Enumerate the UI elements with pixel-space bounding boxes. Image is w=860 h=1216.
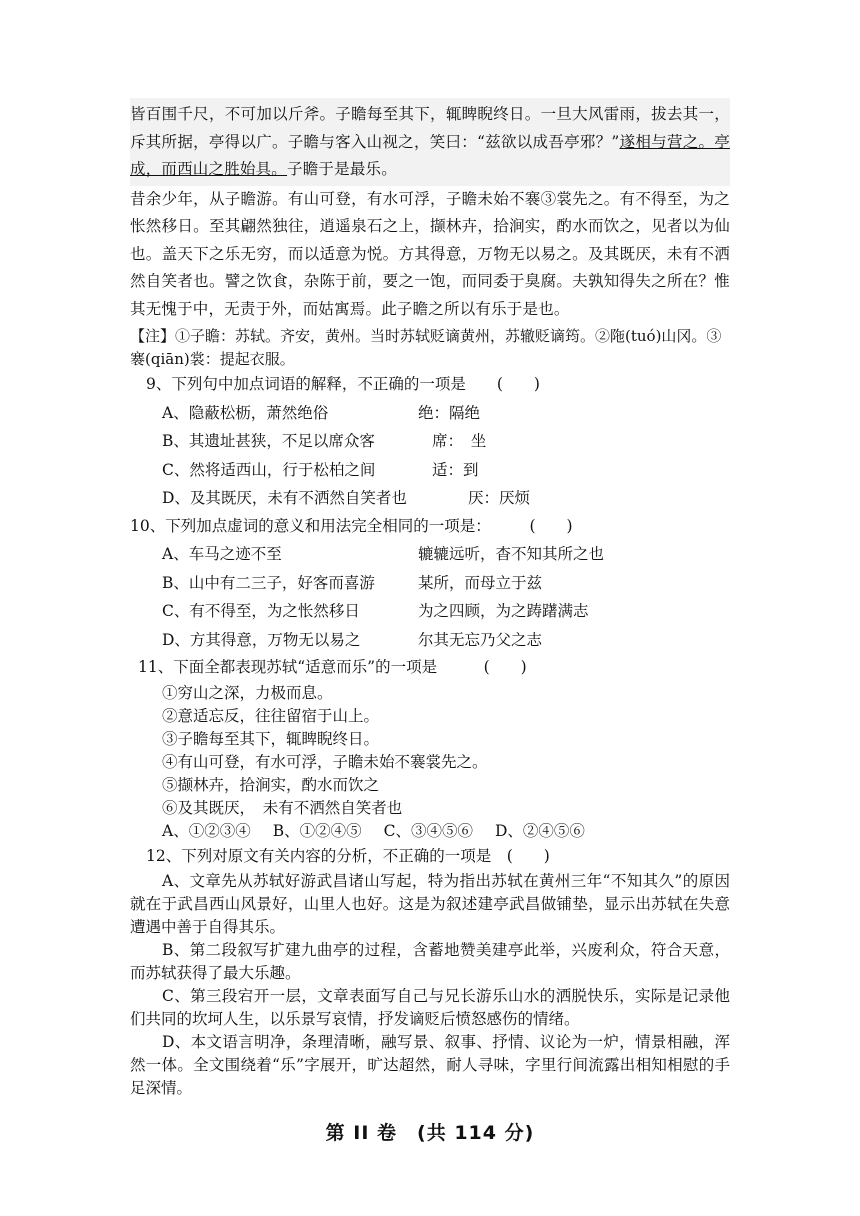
passage-paragraph-1 [130, 98, 730, 186]
q9-option-c: C、然将适西山，行于松柏之间 适：到 [162, 460, 479, 479]
q11-item: ①穷山之深，力极而息。 [162, 683, 333, 702]
passage-text: 皆百围千尺，不可加以斤斧。子瞻每至其下，辄睥睨终日。一旦大风雷雨，拔去其一，斥其所据，亭得以广。子瞻与客入山视之，笑曰：“兹欲以成吾亭邪？” [130, 105, 730, 151]
q12-option-b: B、第二段叙写扩建九曲亭的过程，含蓄地赞美建亭此举，兴废利众，符合天意，而苏轼获得了最大乐趣。 [130, 941, 730, 982]
underlined-sentence: 遂相与营之。亭成，而西山之胜始具。 [130, 132, 730, 178]
q11-choices: A、①②③④ B、①②④⑤ C、③④⑤⑥ D、②④⑤⑥ [162, 821, 585, 840]
q12-option-d: D、本文语言明净，条理清晰，融写景、叙事、抒情、议论为一炉，情景相融，浑然一体。全文围绕着“乐”字展开，旷达超然，耐人寻味，字里行间流露出相知相慰的手足深情。 [130, 1033, 730, 1097]
q10-option-c: C、有不得至，为之怅然移日 为之四顾，为之踌躇满志 [162, 602, 589, 620]
question-12-stem: 12、下列对原文有关内容的分析，不正确的一项是 ( ) [146, 846, 550, 865]
annotation-note: 【注】①子瞻：苏轼。齐安，黄州。当时苏轼贬谪黄州，苏辙贬谪筠。②陁(tuó)山冈。③褰(qiān)裳：提起衣服。 [130, 327, 722, 368]
q10-option-b: B、山中有二三子，好客而喜游 某所，而母立于兹 [162, 573, 543, 592]
q9-option-a: A、隐蔽松枥，萧然绝俗 绝：隔绝 [162, 403, 481, 422]
question-10-stem: 10、下列加点虚词的意义和用法完全相同的一项是： ( ) [130, 516, 573, 535]
q12-option-c: C、第三段宕开一层，文章表面写自己与兄长游乐山水的洒脱快乐，实际是记录他们共同的坎坷人生，以乐景写哀情，抒发谪贬后愤怒感伤的情绪。 [130, 987, 730, 1028]
q12-option-a: A、文章先从苏轼好游武昌诸山写起，特为指出苏轼在黄州三年“不知其久”的原因就在于武昌西山风景好，山里人也好。这是为叙述建亭武昌做铺垫，显示出苏轼在失意遭遇中善于自得其乐。 [130, 872, 730, 936]
passage-text: 子瞻于是最乐。 [287, 160, 397, 178]
q11-item: ⑥及其既厌， 未有不洒然自笑者也 [162, 798, 403, 817]
q11-item: ⑤撷林卉，拾涧实，酌水而饮之 [162, 775, 380, 794]
question-11-stem: 11、下面全都表现苏轼“适意而乐”的一项是 ( ) [138, 658, 527, 676]
question-9-stem: 9、下列句中加点词语的解释，不正确的一项是 ( ) [146, 375, 540, 393]
q11-item: ②意适忘反，往往留宿于山上。 [162, 706, 380, 725]
q10-option-d: D、方其得意，万物无以易之 尔其无忘乃父之志 [162, 630, 543, 649]
section-title: 第 II 卷 (共 114 分) [325, 1122, 535, 1144]
exam-page [130, 98, 730, 1145]
q11-item: ④有山可登，有水可浮，子瞻未始不褰裳先之。 [162, 752, 488, 771]
q11-item: ③子瞻每至其下，辄睥睨终日。 [162, 729, 380, 748]
passage-paragraph-2: 昔余少年，从子瞻游。有山可登，有水可浮，子瞻未始不褰③裳先之。有不得至，为之怅然移日。至其翩然独往，逍遥泉石之上，撷林卉，拾涧实，酌水而饮之，见者以为仙也。盖天下之乐无穷，而以适意为悦。方其得意，万物无以易之。及其既厌，未有不洒然自笑者也。譬之饮食，杂陈于前，要之一饱，而同委于臭腐。夫孰知得失之所在？惟其无愧于中，无责于外，而姑寓焉。此子瞻之所以有乐于是也。 [130, 189, 730, 318]
q10-option-a: A、车马之迹不至 辘辘远听，杳不知其所之也 [162, 545, 605, 563]
q9-option-d: D、及其既厌，未有不洒然自笑者也 厌：厌烦 [162, 489, 531, 507]
q9-option-b: B、其遗址甚狭，不足以席众客 席： 坐 [162, 432, 487, 450]
